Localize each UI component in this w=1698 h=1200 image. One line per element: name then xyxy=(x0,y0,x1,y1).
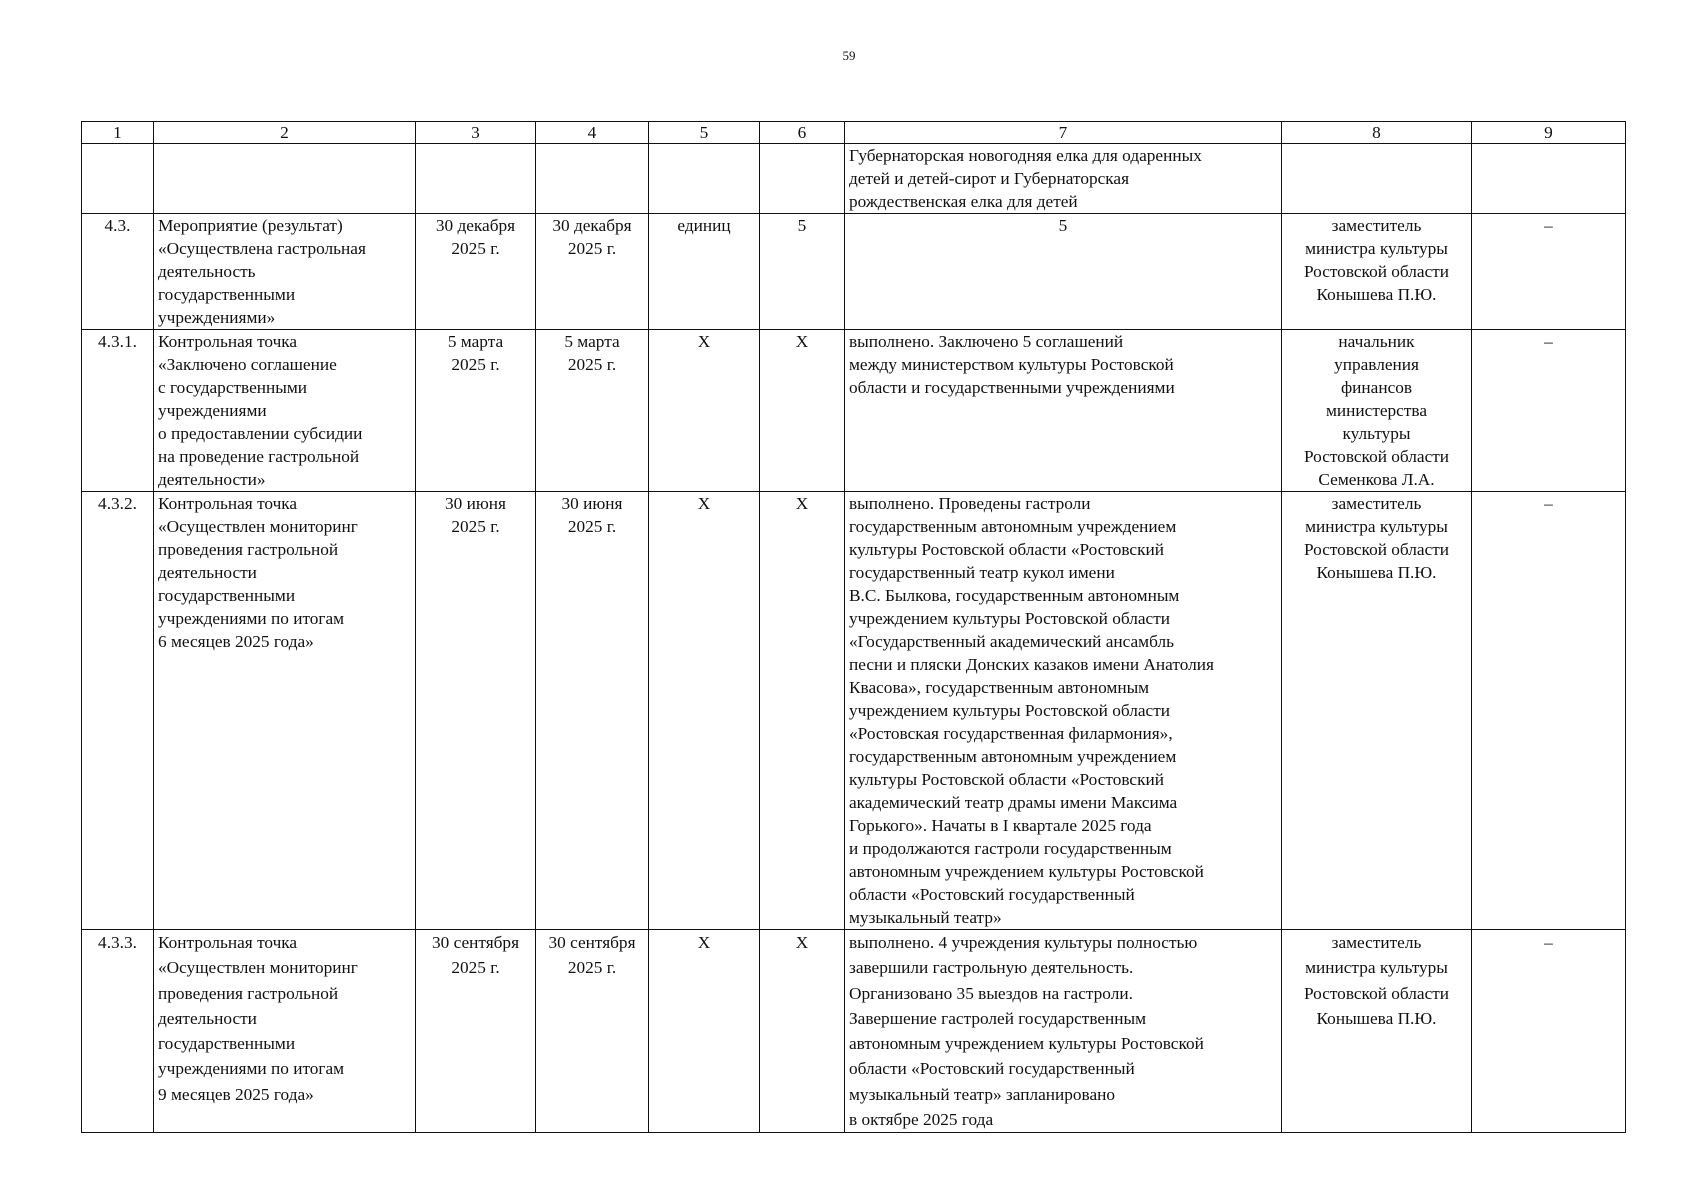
page-number: 59 xyxy=(842,48,856,63)
column-header: 2 xyxy=(154,122,416,144)
row-planned-date xyxy=(416,144,536,214)
table-row xyxy=(82,330,1626,492)
column-header: 3 xyxy=(416,122,536,144)
row-plan-value: Х xyxy=(760,330,845,492)
row-number: 4.3. xyxy=(82,214,154,330)
row-note: – xyxy=(1472,330,1626,492)
row-responsible xyxy=(1282,144,1472,214)
column-header: 7 xyxy=(845,122,1282,144)
row-actual-date: 30 декабря 2025 г. xyxy=(536,214,649,330)
column-header: 4 xyxy=(536,122,649,144)
row-responsible: заместитель министра культуры Ростовской области Конышева П.Ю. xyxy=(1282,930,1472,1133)
row-responsible: заместитель министра культуры Ростовской области Конышева П.Ю. xyxy=(1282,492,1472,930)
row-note xyxy=(1472,144,1626,214)
row-note: – xyxy=(1472,492,1626,930)
table-row xyxy=(82,930,1626,1133)
row-planned-date: 5 марта 2025 г. xyxy=(416,330,536,492)
row-name: Контрольная точка «Осуществлен мониторинг проведения гастрольной деятельности государственными учреждениями по итогам 9 месяцев 2025 года» xyxy=(154,930,416,1133)
row-number: 4.3.3. xyxy=(82,930,154,1133)
column-number-row xyxy=(82,122,1626,144)
row-plan-value: Х xyxy=(760,492,845,930)
row-number: 4.3.1. xyxy=(82,330,154,492)
row-result: выполнено. Заключено 5 соглашений между министерством культуры Ростовской области и государственными учреждениями xyxy=(845,330,1282,492)
row-unit: Х xyxy=(649,330,760,492)
row-result: Губернаторская новогодняя елка для одаренных детей и детей-сирот и Губернаторская рождественская елка для детей xyxy=(845,144,1282,214)
table-row xyxy=(82,214,1626,330)
column-header: 8 xyxy=(1282,122,1472,144)
column-header: 9 xyxy=(1472,122,1626,144)
row-responsible: начальник управления финансов министерства культуры Ростовской области Семенкова Л.А. xyxy=(1282,330,1472,492)
row-actual-date: 30 июня 2025 г. xyxy=(536,492,649,930)
row-note: – xyxy=(1472,930,1626,1133)
row-name xyxy=(154,144,416,214)
table-row xyxy=(82,492,1626,930)
row-plan-value: 5 xyxy=(760,214,845,330)
row-unit: единиц xyxy=(649,214,760,330)
row-result: 5 xyxy=(845,214,1282,330)
row-name: Контрольная точка «Заключено соглашение с государственными учреждениями о предоставлении субсидии на проведение гастрольной деятельности» xyxy=(154,330,416,492)
row-plan-value: Х xyxy=(760,930,845,1133)
column-header: 1 xyxy=(82,122,154,144)
column-header: 6 xyxy=(760,122,845,144)
row-name: Мероприятие (результат) «Осуществлена гастрольная деятельность государственными учреждениями» xyxy=(154,214,416,330)
row-unit: Х xyxy=(649,492,760,930)
row-result: выполнено. 4 учреждения культуры полностью завершили гастрольную деятельность. Организовано 35 выездов на гастроли. Завершение гастролей государственным автономным учреждением культуры Ростовской области «Ростовский государственный музыкальный театр» запланировано в октябре 2025 года xyxy=(845,930,1282,1133)
row-actual-date xyxy=(536,144,649,214)
column-header: 5 xyxy=(649,122,760,144)
row-planned-date: 30 сентября 2025 г. xyxy=(416,930,536,1133)
row-name: Контрольная точка «Осуществлен мониторинг проведения гастрольной деятельности государственными учреждениями по итогам 6 месяцев 2025 года» xyxy=(154,492,416,930)
row-plan-value xyxy=(760,144,845,214)
row-planned-date: 30 июня 2025 г. xyxy=(416,492,536,930)
row-number: 4.3.2. xyxy=(82,492,154,930)
row-planned-date: 30 декабря 2025 г. xyxy=(416,214,536,330)
table-row xyxy=(82,144,1626,214)
row-responsible: заместитель министра культуры Ростовской области Конышева П.Ю. xyxy=(1282,214,1472,330)
report-table xyxy=(81,121,1626,1133)
row-unit xyxy=(649,144,760,214)
row-actual-date: 30 сентября 2025 г. xyxy=(536,930,649,1133)
row-unit: Х xyxy=(649,930,760,1133)
row-result: выполнено. Проведены гастроли государственным автономным учреждением культуры Ростовской области «Ростовский государственный театр кукол имени В.С. Былкова, государственным автономным учреждением культуры Ростовской области «Государственный академический ансамбль песни и пляски Донских казаков имени Анатолия Квасова», государственным автономным учреждением культуры Ростовской области «Ростовская государственная филармония», государственным автономным учреждением культуры Ростовской области «Ростовский академический театр драмы имени Максима Горького». Начаты в I квартале 2025 года и продолжаются гастроли государственным автономным учреждением культуры Ростовской области «Ростовский государственный музыкальный театр» xyxy=(845,492,1282,930)
row-actual-date: 5 марта 2025 г. xyxy=(536,330,649,492)
row-number xyxy=(82,144,154,214)
row-note: – xyxy=(1472,214,1626,330)
